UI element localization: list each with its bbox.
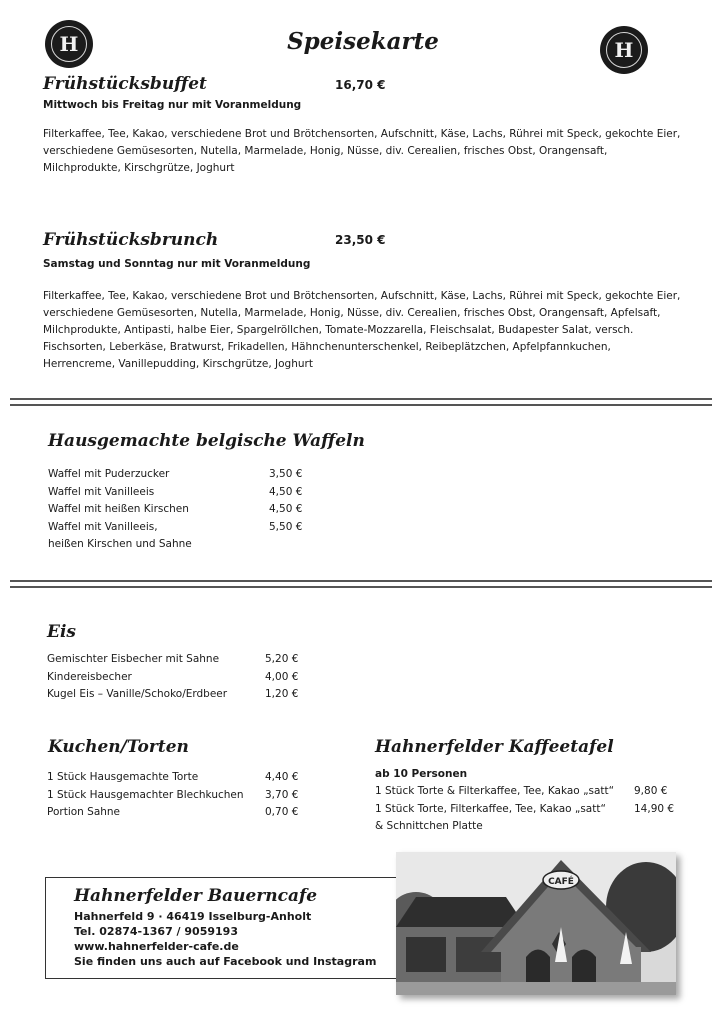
menu-item bbox=[375, 783, 695, 801]
brunch-title: Frühstücksbrunch bbox=[43, 230, 219, 250]
coffee-table-title: Hahnerfelder Kaffeetafel bbox=[375, 737, 614, 757]
item-price: 4,40 € bbox=[265, 771, 299, 783]
cafe-photo bbox=[396, 852, 676, 995]
waffles-title: Hausgemachte belgische Waffeln bbox=[48, 431, 365, 451]
ice-title: Eis bbox=[47, 622, 76, 642]
item-price: 4,50 € bbox=[269, 485, 303, 498]
menu-item bbox=[47, 787, 337, 805]
menu-item bbox=[47, 669, 327, 687]
buffet-title: Frühstücksbuffet bbox=[43, 74, 207, 94]
desc-line: Milchprodukte, Kirschgrütze, Joghurt bbox=[43, 162, 235, 174]
cafe-name: Hahnerfelder Bauerncafe bbox=[74, 886, 318, 906]
menu-item bbox=[48, 501, 328, 519]
item-price: 4,00 € bbox=[265, 670, 299, 683]
menu-item bbox=[48, 519, 328, 537]
item-name: Waffel mit Vanilleeis, bbox=[48, 520, 158, 533]
desc-line: Filterkaffee, Tee, Kakao, verschiedene Brot und Brötchensorten, Aufschnitt, Käse, Lachs, Rührei mit Speck, gekochte Eier, bbox=[43, 290, 681, 302]
cakes-title: Kuchen/Torten bbox=[48, 737, 189, 757]
item-price: 5,20 € bbox=[265, 653, 299, 665]
item-name: & Schnittchen Platte bbox=[375, 820, 483, 832]
logo-letter: H bbox=[614, 38, 634, 62]
section-divider bbox=[10, 580, 712, 588]
item-name: Portion Sahne bbox=[47, 806, 121, 818]
item-price: 3,70 € bbox=[265, 788, 299, 801]
item-name: Kindereisbecher bbox=[47, 670, 132, 683]
desc-line: verschiedene Gemüsesorten, Nutella, Marmelade, Honig, Nüsse, div. Cerealien, frisches Obst, Orangensaft, bbox=[43, 145, 608, 157]
coffee-table-subtitle: ab 10 Personen bbox=[375, 768, 468, 780]
cafe-sign-text: CAFÉ bbox=[548, 877, 574, 887]
item-name: Gemischter Eisbecher mit Sahne bbox=[47, 653, 220, 665]
item-name: 1 Stück Torte & Filterkaffee, Tee, Kakao „satt“ bbox=[375, 785, 615, 797]
logo-letter: H bbox=[59, 32, 79, 56]
cafe-photo-drawing bbox=[396, 852, 676, 995]
phone: Tel. 02874-1367 / 9059193 bbox=[74, 925, 238, 938]
website-link[interactable]: www.hahnerfelder-cafe.de bbox=[74, 940, 239, 953]
social-note: Sie finden uns auch auf Facebook und Instagram bbox=[74, 955, 377, 968]
waffles-list bbox=[48, 466, 328, 554]
menu-item bbox=[48, 484, 328, 502]
item-price: 9,80 € bbox=[634, 785, 668, 797]
item-name: 1 Stück Hausgemachter Blechkuchen bbox=[47, 788, 244, 801]
item-name: 1 Stück Hausgemachte Torte bbox=[47, 771, 199, 783]
address: Hahnerfeld 9 · 46419 Isselburg-Anholt bbox=[74, 910, 312, 923]
item-price: 14,90 € bbox=[634, 802, 675, 815]
item-price: 4,50 € bbox=[269, 503, 303, 515]
menu-item bbox=[47, 651, 327, 669]
logo-right bbox=[600, 26, 648, 74]
buffet-price: 16,70 € bbox=[335, 78, 386, 92]
page-title: Speisekarte bbox=[287, 28, 439, 55]
contact-card bbox=[45, 877, 396, 979]
desc-line: Filterkaffee, Tee, Kakao, verschiedene Brot und Brötchensorten, Aufschnitt, Käse, Lachs, Rührei mit Speck, gekochte Eier, bbox=[43, 128, 681, 140]
item-name: heißen Kirschen und Sahne bbox=[48, 538, 192, 550]
item-price: 3,50 € bbox=[269, 468, 303, 480]
menu-item bbox=[48, 536, 328, 554]
brunch-subtitle: Samstag und Sonntag nur mit Voranmeldung bbox=[43, 258, 311, 270]
desc-line: Fischsorten, Leberkäse, Bratwurst, Frikadellen, Hähnchenunterschenkel, Reibeplätzchen, Apfelpfannkuchen, bbox=[43, 341, 611, 353]
desc-line: verschiedene Gemüsesorten, Nutella, Marmelade, Honig, Nüsse, div. Cerealien, frisches Obst, Orangensaft, Apfelsaft, bbox=[43, 307, 661, 319]
item-name: Waffel mit Vanilleeis bbox=[48, 485, 155, 498]
item-price: 0,70 € bbox=[265, 806, 299, 818]
item-name: Kugel Eis – Vanille/Schoko/Erdbeer bbox=[47, 688, 228, 700]
item-name: Waffel mit heißen Kirschen bbox=[48, 503, 189, 515]
section-divider bbox=[10, 398, 712, 406]
item-name: Waffel mit Puderzucker bbox=[48, 468, 170, 480]
menu-item bbox=[375, 818, 695, 836]
desc-line: Milchprodukte, Antipasti, halbe Eier, Spargelröllchen, Tomate-Mozzarella, Fleischsalat, Budapester Salat, versch. bbox=[43, 324, 634, 336]
buffet-description bbox=[43, 126, 703, 177]
brunch-price: 23,50 € bbox=[335, 233, 386, 247]
menu-item bbox=[47, 804, 337, 822]
brunch-description bbox=[43, 288, 703, 373]
ice-list bbox=[47, 651, 327, 704]
item-price: 1,20 € bbox=[265, 688, 299, 700]
desc-line: Herrencreme, Vanillepudding, Kirschgrütze, Joghurt bbox=[43, 358, 313, 370]
item-name: 1 Stück Torte, Filterkaffee, Tee, Kakao „satt“ bbox=[375, 802, 606, 815]
buffet-subtitle: Mittwoch bis Freitag nur mit Voranmeldung bbox=[43, 99, 302, 111]
cakes-list bbox=[47, 769, 337, 822]
menu-item bbox=[47, 686, 327, 704]
item-price: 5,50 € bbox=[269, 520, 303, 533]
menu-item bbox=[47, 769, 337, 787]
menu-item bbox=[48, 466, 328, 484]
menu-item bbox=[375, 801, 695, 819]
coffee-table-list bbox=[375, 783, 695, 836]
